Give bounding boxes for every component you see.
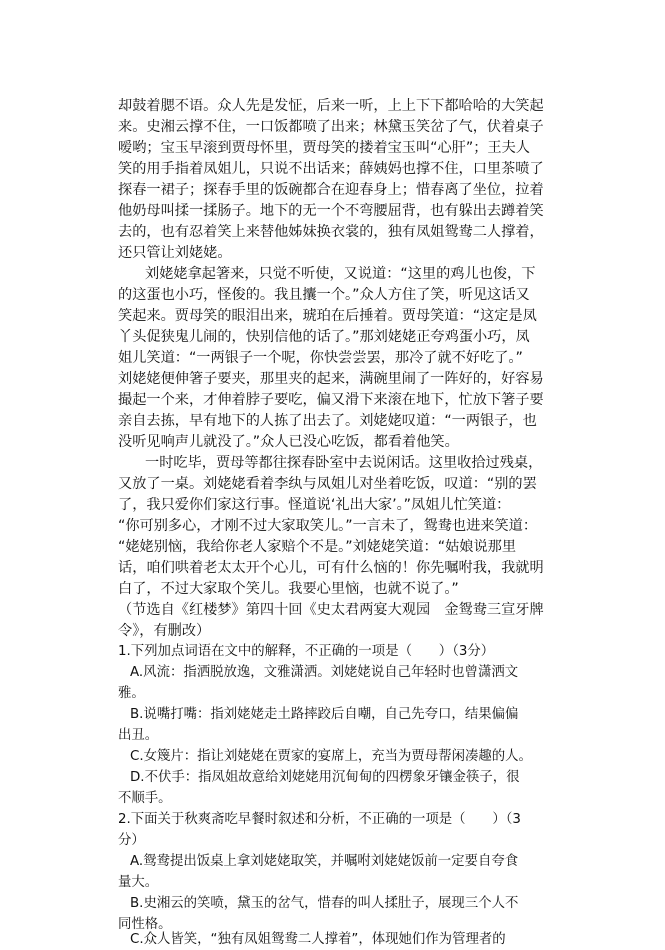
question-1-option-a: A.风流：指洒脱放逸，文雅潇洒。刘姥姥说自己年轻时也曾潇洒文: [130, 665, 519, 680]
question-1-stem: 1.下列加点词语在文中的解释，不正确的一项是（ ）（3分）: [118, 644, 495, 659]
passage-line: 笑起来。贾母笑的眼泪出来，琥珀在后捶着。贾母笑道：“这定是凤: [118, 308, 537, 324]
question-2-stem: 2.下面关于秋爽斋吃早餐时叙述和分析，不正确的一项是（ ）（3: [118, 812, 521, 827]
passage-line: 了，我只爱你们家这行事。怪道说‘礼出大家’。”凤姐儿忙笑道：: [118, 497, 511, 513]
passage-line: 姐儿笑道：“一两银子一个呢，你快尝尝罢，那冷了就不好吃了。”: [118, 350, 523, 366]
passage-line: “你可别多心，才刚不过大家取笑儿。”一言未了，鸳鸯也进来笑道：: [118, 518, 538, 534]
passage-line: 一时吃毕，贾母等都往探春卧室中去说闲话。这里收拾过残桌，: [145, 455, 543, 471]
passage-line: 没听见响声儿就没了。”众人已没心吃饭，都看着他笑。: [118, 434, 459, 450]
passage-line: 却鼓着腮不语。众人先是发怔，后来一听，上上下下都哈哈的大笑起: [118, 98, 544, 114]
question-1-option-d: D.不伏手：指凤姐故意给刘姥姥用沉甸甸的四楞象牙镶金筷子，很: [130, 770, 520, 785]
question-2-option-b: 同性格。: [118, 917, 172, 932]
passage-line: 丫头促狭鬼儿闹的，快别信他的话了。”那刘姥姥正夸鸡蛋小巧，凤: [118, 329, 530, 345]
passage-line: 撮起一个来，才伸着脖子要吃，偏又滑下来滚在地下，忙放下箸子要: [118, 392, 544, 408]
passage-line: “姥姥别恼，我给你老人家赔个不是。”刘姥姥笑道：“姑娘说那里: [118, 539, 517, 555]
passage-line: 话，咱们哄着老太太开个心儿，可有什么恼的！你先嘱咐我，我就明: [118, 560, 544, 576]
passage-line: 去的，也有忍着笑上来替他姊妹换衣裳的，独有凤姐鸳鸯二人撑着，: [118, 224, 544, 240]
question-2-option-b: B.史湘云的笑喷，黛玉的岔气，惜春的叫人揉肚子，展现三个人不: [130, 896, 519, 911]
passage-line: 白了，不过大家取个笑儿。我要心里恼，也就不说了。”: [118, 581, 459, 597]
passage-line: 嗳哟；宝玉早滚到贾母怀里，贾母笑的搂着宝玉叫“心肝”；王夫人: [118, 140, 530, 156]
passage-line: 刘姥姥拿起箸来，只觉不听使，又说道：“这里的鸡儿也俊，下: [145, 266, 536, 282]
question-1-option-b: 出丑。: [118, 728, 159, 743]
passage-line: 还只管让刘姥姥。: [118, 245, 232, 261]
question-2-option-a: A.鸳鸯提出饭桌上拿刘姥姥取笑，并嘱咐刘姥姥饭前一定要自夸食: [130, 854, 519, 869]
passage-line: 笑的用手指着凤姐儿，只说不出话来；薛姨妈也撑不住，口里茶喷了: [118, 161, 544, 177]
source-citation: （节选自《红楼梦》第四十回《史太君两宴大观园 金鸳鸯三宣牙牌: [118, 602, 544, 618]
passage-line: 又放了一桌。刘姥姥看着李纨与凤姐儿对坐着吃饭，叹道：“别的罢: [118, 476, 537, 492]
question-2-option-a: 量大。: [118, 875, 159, 890]
question-2-option-c: C.众人皆笑，“独有凤姐鸳鸯二人撑着”，体现她们作为管理者的: [130, 932, 506, 947]
question-1-option-a: 雅。: [118, 686, 145, 701]
passage-line: 亲自去拣，早有地下的人拣了出去了。刘姥姥叹道：“一两银子，也: [118, 413, 537, 429]
passage-line: 来。史湘云撑不住，一口饭都喷了出来；林黛玉笑岔了气，伏着桌子: [118, 119, 544, 135]
question-2-stem: 分）: [118, 833, 145, 848]
source-citation: 令》，有删改）: [118, 623, 211, 639]
passage-line: 的这蛋也小巧，怪俊的。我且攮一个。”众人方住了笑，听见这话又: [118, 287, 530, 303]
passage-line: 探春一裙子；探春手里的饭碗都合在迎春身上；惜春离了坐位，拉着: [118, 182, 544, 198]
question-1-option-c: C.女篾片：指让刘姥姥在贾家的宴席上，充当为贾母帮闲凑趣的人。: [130, 749, 532, 764]
passage-line: 他奶母叫揉一揉肠子。地下的无一个不弯腰屈背，也有躲出去蹲着笑: [118, 203, 544, 219]
question-1-option-b: B.说嘴打嘴：指刘姥姥走土路摔跤后自嘲，自己先夸口，结果偏偏: [130, 707, 519, 722]
question-1-option-d: 不顺手。: [118, 791, 172, 806]
passage-line: 刘姥姥便伸箸子要夹，那里夹的起来，满碗里闹了一阵好的，好容易: [118, 371, 544, 387]
